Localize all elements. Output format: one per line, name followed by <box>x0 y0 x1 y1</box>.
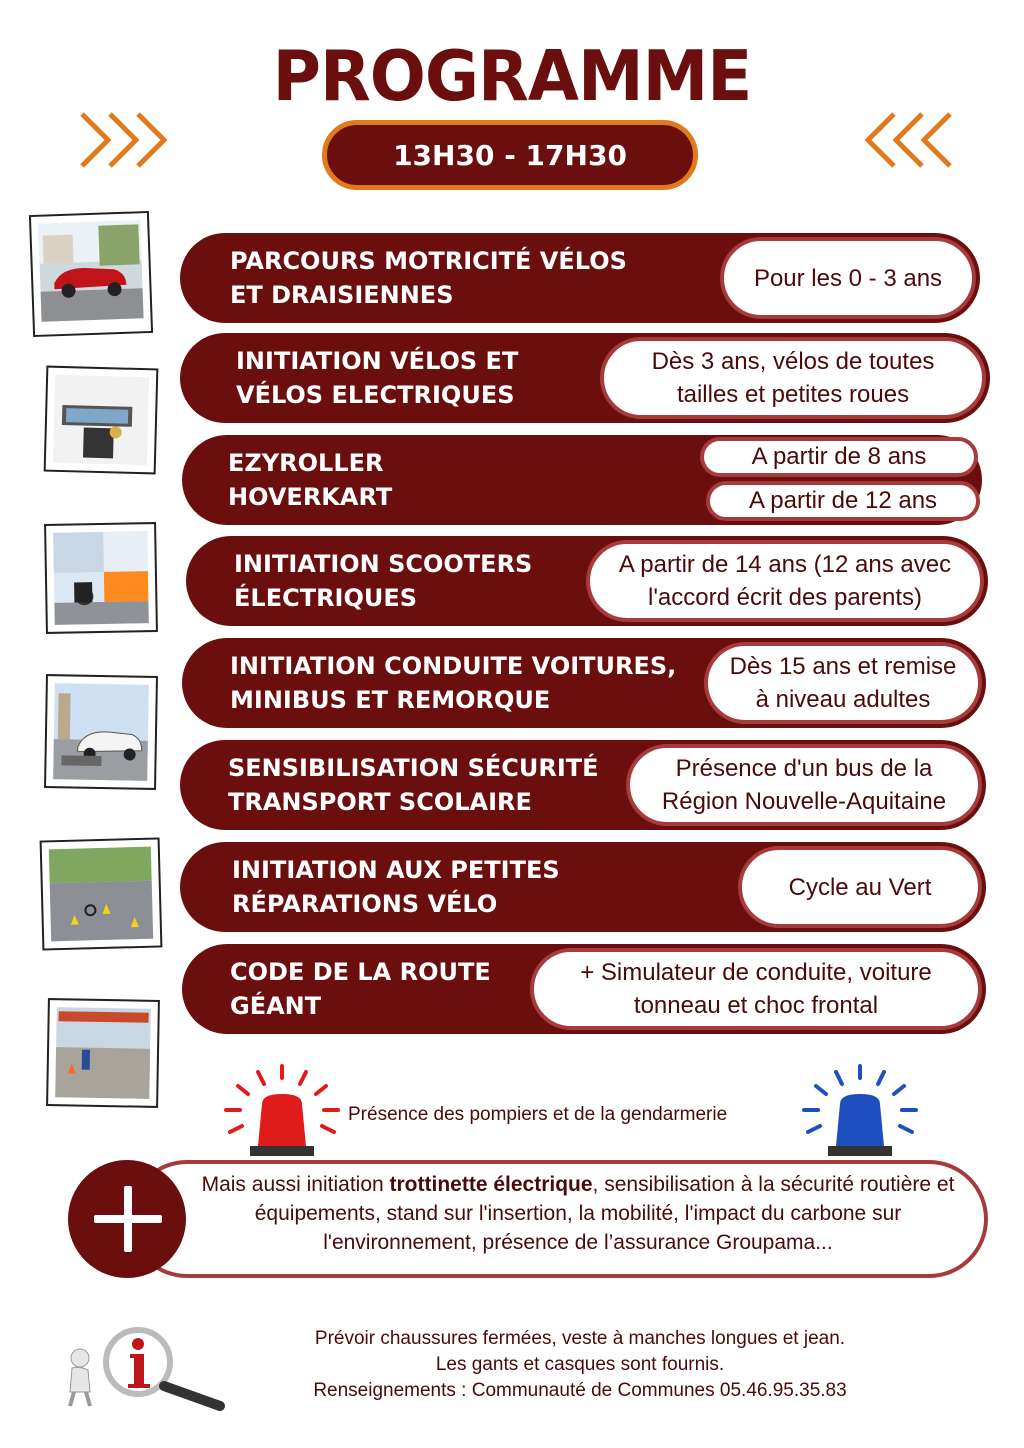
activity-title: CODE DE LA ROUTE <box>230 958 491 986</box>
activity-row <box>182 638 986 728</box>
photo-simulator <box>43 365 160 476</box>
activity-title: INITIATION AUX PETITES <box>232 856 560 884</box>
activity-title: INITIATION VÉLOS ET <box>236 347 519 375</box>
activity-detail: Dès 3 ans, vélos de toutes tailles et petites roues <box>600 337 986 419</box>
time-range: 13H30 - 17H30 <box>393 138 627 172</box>
activity-detail: Présence d'un bus de la Région Nouvelle-Aquitaine <box>626 744 982 826</box>
activity-detail: Dès 15 ans et remise à niveau adultes <box>704 642 982 724</box>
activity-detail: Cycle au Vert <box>738 846 982 928</box>
activity-title: ET DRAISIENNES <box>230 281 454 309</box>
activity-row <box>182 944 986 1034</box>
activity-title: MINIBUS ET REMORQUE <box>230 686 551 714</box>
activity-title: INITIATION CONDUITE VOITURES, <box>230 652 677 680</box>
highlight: trottinette électrique <box>389 1173 593 1196</box>
footer-line: Les gants et casques sont fournis. <box>435 1354 725 1375</box>
footer-notes <box>260 1326 900 1404</box>
activity-detail: Pour les 0 - 3 ans <box>720 237 976 319</box>
activity-row <box>186 536 988 626</box>
footer-contact: Renseignements : Communauté de Communes 05.46.95.35.83 <box>313 1380 847 1401</box>
activity-title: VÉLOS ELECTRIQUES <box>236 381 515 409</box>
activity-row <box>180 333 990 423</box>
time-badge <box>322 120 698 190</box>
activity-title: RÉPARATIONS VÉLO <box>232 890 498 918</box>
page-title: PROGRAMME <box>272 36 752 117</box>
info-magnifier-icon <box>60 1326 240 1412</box>
alert-text: Présence des pompiers et de la gendarmerie <box>348 1104 728 1125</box>
activity-detail: + Simulateur de conduite, voiture tonneau et choc frontal <box>530 948 982 1030</box>
activity-title: SENSIBILISATION SÉCURITÉ <box>228 754 599 782</box>
activity-row <box>182 435 982 525</box>
photo-hoverkart <box>43 521 159 635</box>
blue-siren-icon <box>800 1062 920 1160</box>
photo-car-course <box>28 210 154 338</box>
chevron-right-icon <box>80 110 170 170</box>
activity-title: PARCOURS MOTRICITÉ VÉLOS <box>230 247 627 275</box>
activity-detail: A partir de 12 ans <box>706 481 980 521</box>
extra-info-box <box>68 1160 988 1278</box>
activity-title: GÉANT <box>230 992 322 1020</box>
plus-icon <box>68 1160 186 1278</box>
activity-detail: A partir de 8 ans <box>700 437 978 477</box>
activity-row <box>180 842 986 932</box>
photo-car-trailer <box>43 673 159 791</box>
red-siren-icon <box>222 1062 342 1160</box>
chevron-left-icon <box>862 110 952 170</box>
activity-title: INITIATION SCOOTERS <box>234 550 533 578</box>
extra-info-text: Mais aussi initiation trottinette électrique, sensibilisation à la sécurité routière et équipements, stand sur l'insertion, la mobilité, l'impact du carbone sur l'environnement, présence de l’assurance Groupama... <box>201 1173 955 1254</box>
activity-title: EZYROLLER <box>228 449 384 477</box>
footer-line: Prévoir chaussures fermées, veste à manches longues et jean. <box>314 1328 846 1349</box>
photo-bike-course <box>39 836 164 951</box>
activity-title: TRANSPORT SCOLAIRE <box>228 788 532 816</box>
photo-road-code <box>45 997 161 1109</box>
activity-title: ÉLECTRIQUES <box>234 584 418 612</box>
activity-row <box>180 233 980 323</box>
activity-detail: A partir de 14 ans (12 ans avec l'accord écrit des parents) <box>586 540 984 622</box>
activity-row <box>180 740 986 830</box>
activity-title: HOVERKART <box>228 483 393 511</box>
